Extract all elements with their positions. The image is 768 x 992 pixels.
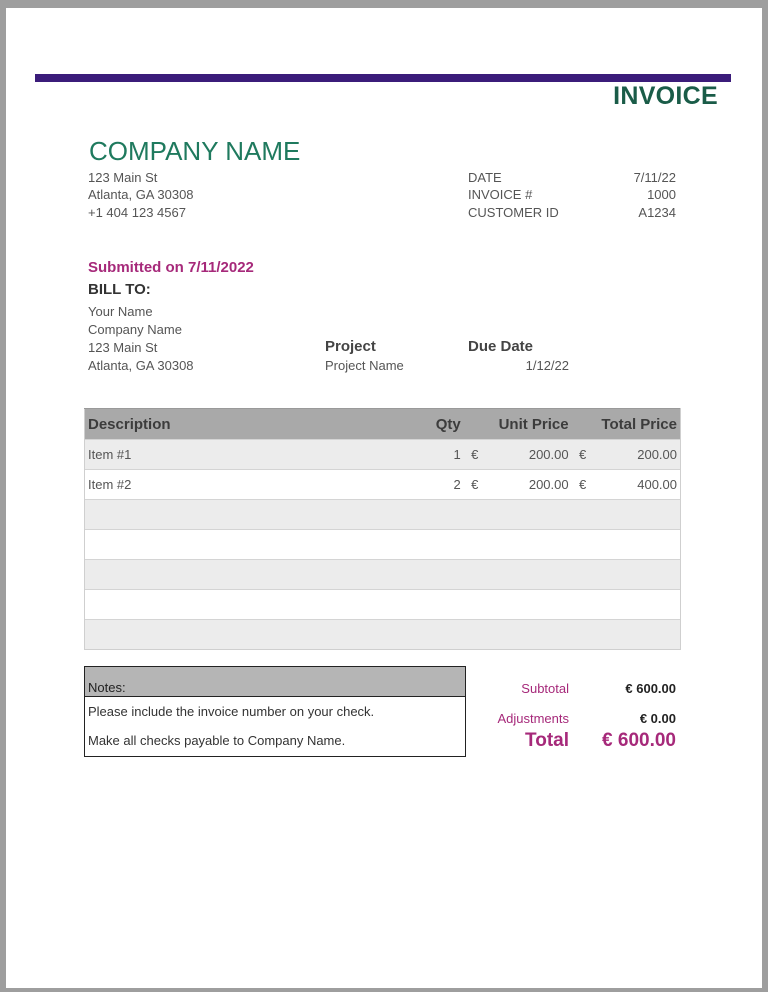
date-value: 7/11/22 [633, 170, 676, 185]
table-header-row [85, 409, 681, 440]
due-date-value: 1/12/22 [525, 358, 569, 373]
row-qty [384, 500, 464, 530]
row-total-price: 400.00 [594, 470, 681, 500]
due-date-label: Due Date [468, 338, 534, 355]
bill-to-city: Atlanta, GA 30308 [88, 358, 194, 373]
row-qty [384, 560, 464, 590]
row-total-price: 200.00 [594, 440, 681, 470]
row-description [85, 560, 384, 590]
customer-id-label: CUSTOMER ID [468, 205, 559, 220]
notes-line-1: Please include the invoice number on your check. [88, 704, 375, 719]
row-total-price [594, 620, 681, 650]
row-description [85, 530, 384, 560]
project-value: Project Name [325, 358, 404, 373]
row-unit-currency [464, 590, 486, 620]
company-city: Atlanta, GA 30308 [88, 187, 194, 202]
row-description [85, 590, 384, 620]
company-name: COMPANY NAME [89, 136, 301, 166]
row-unit-price [486, 530, 572, 560]
qty-header: Qty [384, 409, 464, 440]
line-items-table [84, 408, 681, 650]
invoice-number-label: INVOICE # [468, 187, 533, 202]
description-header: Description [85, 409, 384, 440]
table-row [85, 530, 681, 560]
table-row [85, 500, 681, 530]
header-accent-bar [35, 74, 731, 82]
total-value: € 600.00 [602, 730, 676, 751]
row-total-price [594, 560, 681, 590]
invoice-title: INVOICE [613, 82, 718, 110]
date-label: DATE [468, 170, 502, 185]
table-row [85, 620, 681, 650]
unit-price-header: Unit Price [464, 409, 572, 440]
bill-to-name: Your Name [88, 304, 153, 319]
row-total-currency [572, 620, 594, 650]
customer-id-value: A1234 [638, 205, 676, 220]
notes-box [84, 666, 466, 757]
invoice-page [6, 8, 762, 988]
row-description: Item #2 [85, 470, 384, 500]
row-unit-price [486, 590, 572, 620]
table-row [85, 560, 681, 590]
table-row [85, 590, 681, 620]
row-unit-currency [464, 620, 486, 650]
row-description [85, 620, 384, 650]
row-total-currency [572, 500, 594, 530]
row-unit-price: 200.00 [486, 440, 572, 470]
submitted-date: Submitted on 7/11/2022 [88, 259, 254, 276]
bill-to-street: 123 Main St [88, 340, 158, 355]
row-description [85, 500, 384, 530]
row-unit-price [486, 500, 572, 530]
row-unit-currency: € [464, 440, 486, 470]
company-phone: +1 404 123 4567 [88, 205, 186, 220]
row-description: Item #1 [85, 440, 384, 470]
row-total-currency [572, 530, 594, 560]
row-qty [384, 620, 464, 650]
total-price-header: Total Price [572, 409, 681, 440]
bill-to-heading: BILL TO: [88, 281, 151, 298]
row-unit-currency: € [464, 470, 486, 500]
row-total-currency: € [572, 470, 594, 500]
row-qty: 1 [384, 440, 464, 470]
table-row [85, 440, 681, 470]
row-qty [384, 590, 464, 620]
row-total-currency: € [572, 440, 594, 470]
row-unit-price: 200.00 [486, 470, 572, 500]
row-qty: 2 [384, 470, 464, 500]
row-unit-currency [464, 560, 486, 590]
company-street: 123 Main St [88, 170, 158, 185]
adjustments-value: € 0.00 [639, 711, 676, 726]
invoice-number-value: 1000 [647, 187, 676, 202]
row-unit-price [486, 560, 572, 590]
row-unit-price [486, 620, 572, 650]
table-row [85, 470, 681, 500]
bill-to-company: Company Name [88, 322, 182, 337]
row-unit-currency [464, 500, 486, 530]
row-total-price [594, 590, 681, 620]
row-unit-currency [464, 530, 486, 560]
notes-heading: Notes: [85, 667, 465, 697]
row-total-price [594, 500, 681, 530]
row-total-currency [572, 590, 594, 620]
notes-line-2: Make all checks payable to Company Name. [88, 733, 346, 748]
subtotal-label: Subtotal [521, 681, 569, 696]
subtotal-value: € 600.00 [625, 681, 676, 696]
adjustments-label: Adjustments [497, 711, 569, 726]
row-total-price [594, 530, 681, 560]
total-label: Total [525, 730, 569, 751]
row-total-currency [572, 560, 594, 590]
project-label: Project [325, 338, 376, 355]
row-qty [384, 530, 464, 560]
